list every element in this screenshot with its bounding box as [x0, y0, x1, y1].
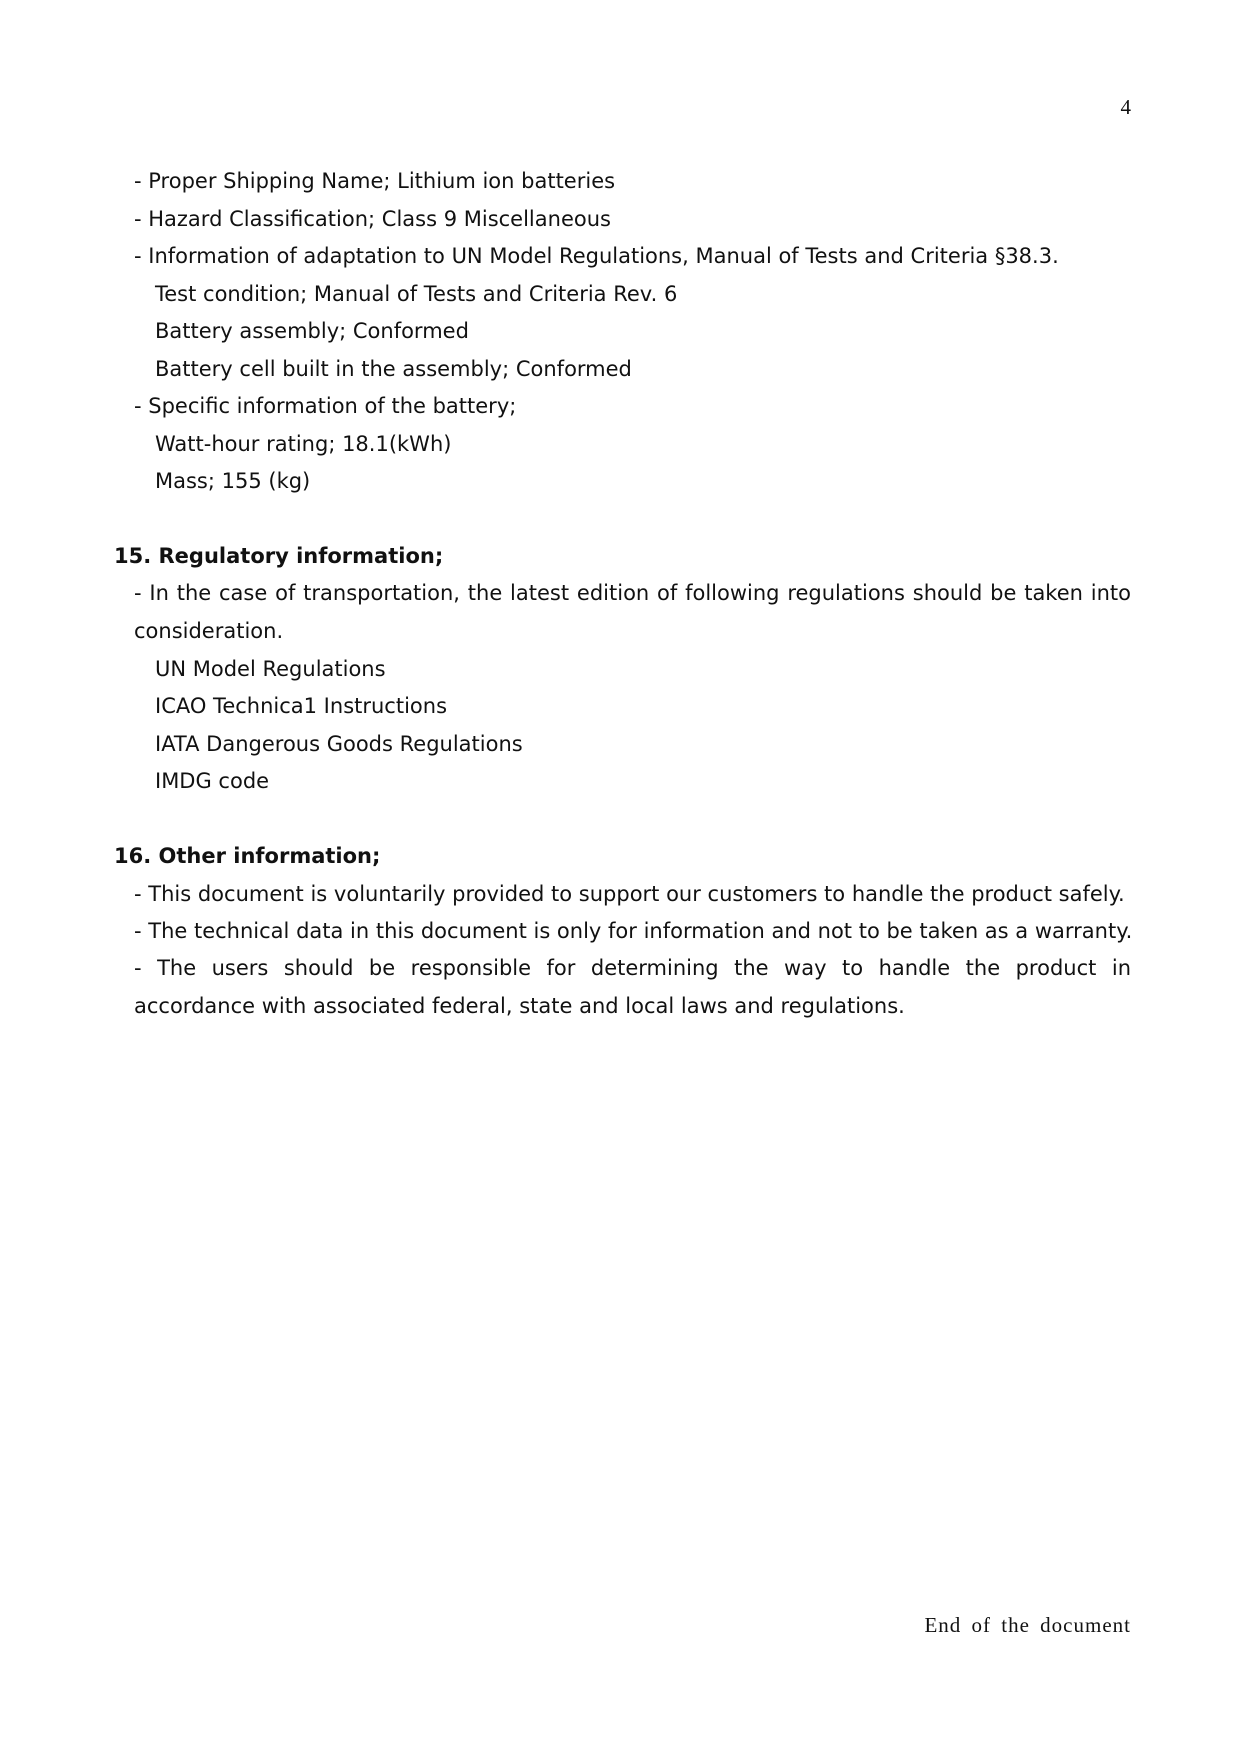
section-16-heading: 16. Other information;	[114, 844, 381, 868]
regulation-item: ICAO Technica1 Instructions	[155, 694, 448, 718]
voluntary-line: - This document is voluntarily provided to support our customers to handle the product safely.	[134, 882, 1125, 906]
specific-info-line: - Specific information of the battery;	[134, 394, 517, 418]
mass-line: Mass; 155 (kg)	[155, 469, 311, 493]
regulation-item: UN Model Regulations	[155, 657, 386, 681]
shipping-name-line: - Proper Shipping Name; Lithium ion batteries	[134, 169, 616, 193]
technical-data-line: - The technical data in this document is only for information and not to be taken as a warranty.	[134, 919, 1133, 943]
section-15-heading: 15. Regulatory information;	[114, 544, 444, 568]
hazard-classification-line: - Hazard Classification; Class 9 Miscellaneous	[134, 207, 611, 231]
regulation-item: IMDG code	[155, 769, 270, 793]
page-number: 4	[1120, 95, 1131, 119]
un-adaptation-line: - Information of adaptation to UN Model Regulations, Manual of Tests and Criteria §38.3.	[134, 244, 1059, 268]
battery-assembly-line: Battery assembly; Conformed	[155, 319, 469, 343]
section-15-intro: - In the case of transportation, the latest edition of following regulations should be taken into consideration.	[134, 581, 1131, 643]
battery-cell-line: Battery cell built in the assembly; Conformed	[155, 357, 632, 381]
regulation-item: IATA Dangerous Goods Regulations	[155, 732, 523, 756]
responsibility-paragraph: - The users should be responsible for determining the way to handle the product in accordance with associated federal, state and local laws and regulations.	[134, 956, 1131, 1018]
watt-hour-line: Watt-hour rating; 18.1(kWh)	[155, 432, 452, 456]
end-of-document-note: End of the document	[924, 1613, 1131, 1637]
test-condition-line: Test condition; Manual of Tests and Criteria Rev. 6	[155, 282, 678, 306]
